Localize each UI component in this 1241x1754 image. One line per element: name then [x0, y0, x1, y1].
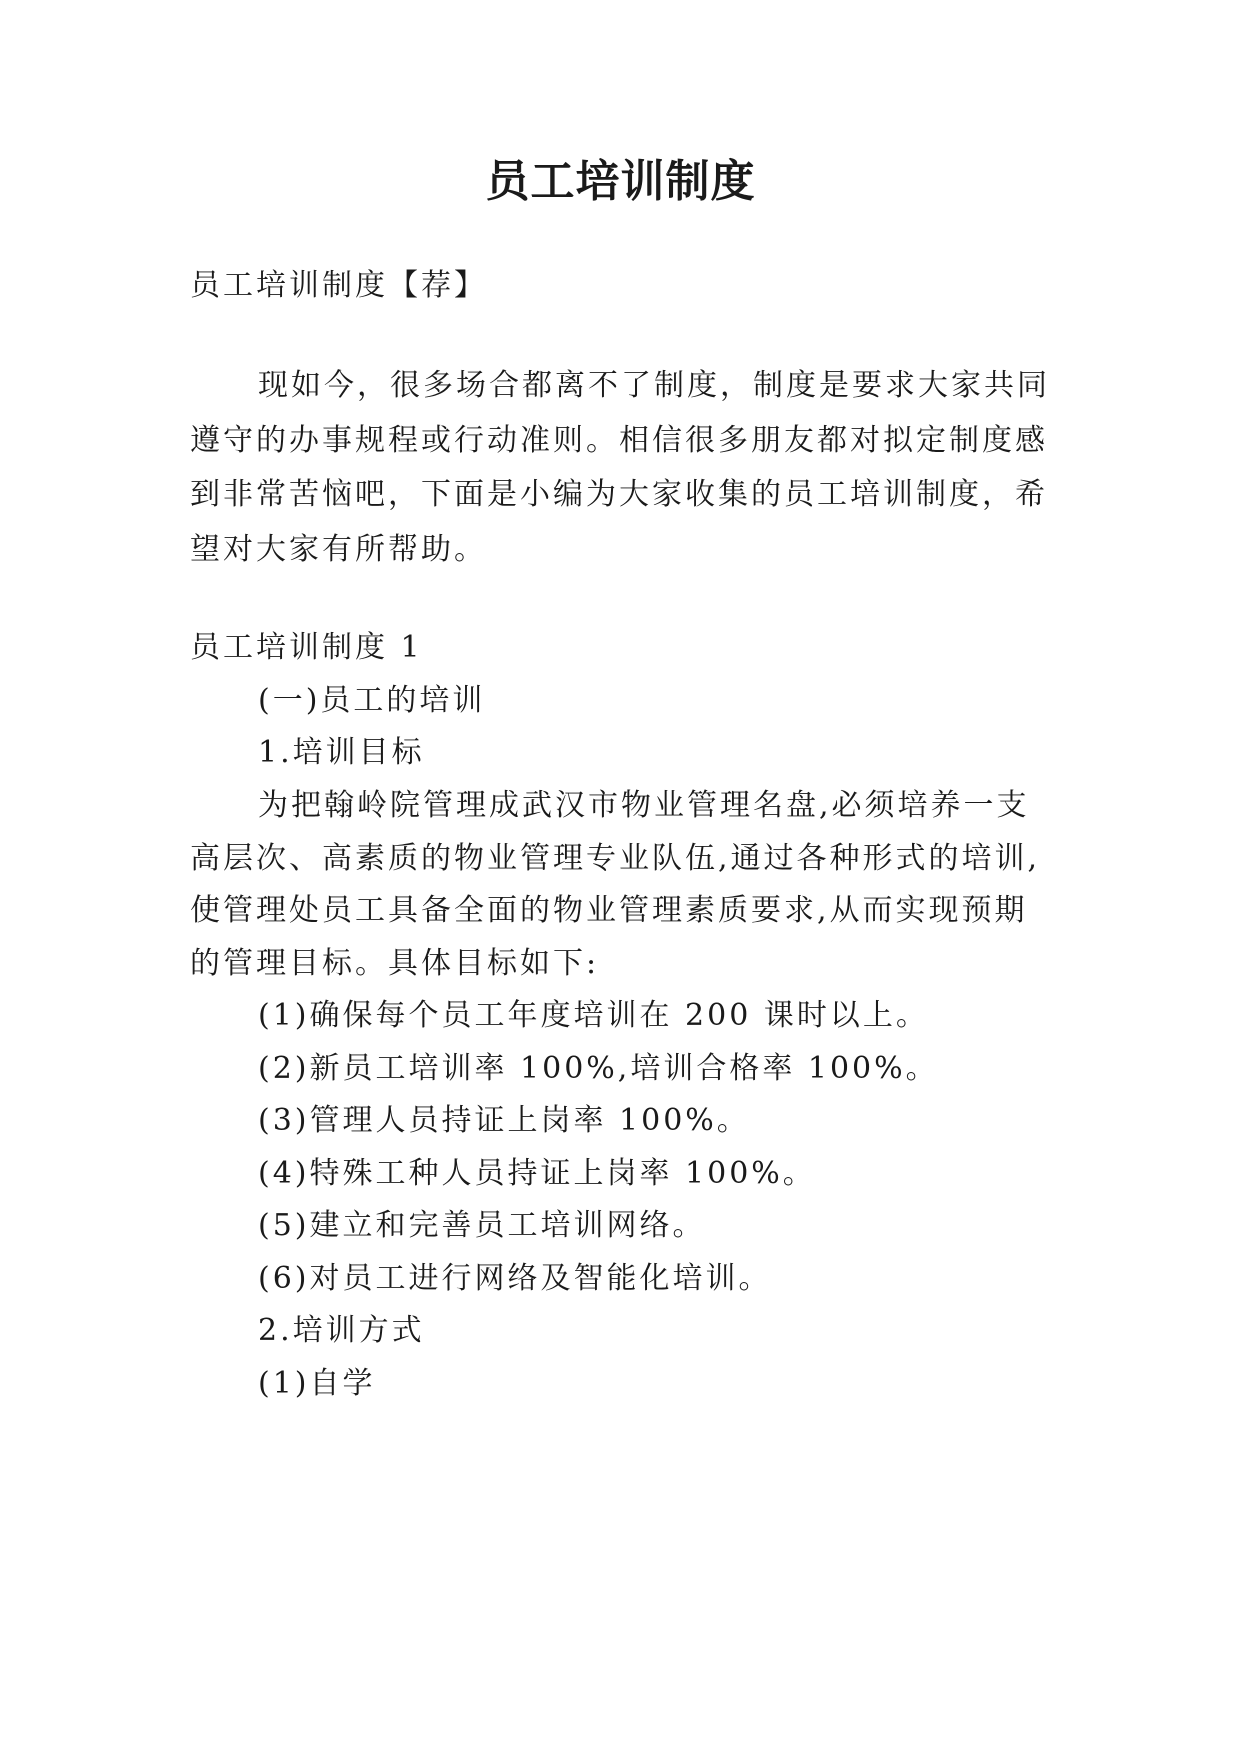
section-heading: 员工培训制度 1 — [190, 630, 423, 665]
intro-line: 遵守的办事规程或行动准则。相信很多朋友都对拟定制度感 — [190, 423, 1048, 458]
method-item: (1)自学 — [258, 1366, 376, 1401]
item-heading: 1.培训目标 — [258, 735, 425, 770]
goal-line: 使管理处员工具备全面的物业管理素质要求,从而实现预期 — [190, 893, 1028, 928]
document-subtitle: 员工培训制度【荐】 — [190, 268, 487, 303]
goal-item: (5)建立和完善员工培训网络。 — [258, 1208, 706, 1243]
goal-item: (4)特殊工种人员持证上岗率 100%。 — [258, 1156, 816, 1191]
item-heading: 2.培训方式 — [258, 1313, 425, 1348]
goal-item: (6)对员工进行网络及智能化培训。 — [258, 1261, 772, 1296]
goal-line: 为把翰岭院管理成武汉市物业管理名盘,必须培养一支 — [258, 788, 1030, 823]
goal-item: (2)新员工培训率 100%,培训合格率 100%。 — [258, 1051, 939, 1086]
intro-line: 到非常苦恼吧，下面是小编为大家收集的员工培训制度，希 — [190, 477, 1048, 512]
document-title: 员工培训制度 — [485, 156, 756, 207]
part-heading: (一)员工的培训 — [258, 683, 486, 718]
intro-line: 望对大家有所帮助。 — [190, 532, 487, 567]
goal-line: 的管理目标。具体目标如下: — [190, 946, 600, 981]
goal-item: (1)确保每个员工年度培训在 200 课时以上。 — [258, 998, 929, 1033]
intro-line: 现如今，很多场合都离不了制度，制度是要求大家共同 — [258, 368, 1050, 403]
goal-item: (3)管理人员持证上岗率 100%。 — [258, 1103, 750, 1138]
goal-line: 高层次、高素质的物业管理专业队伍,通过各种形式的培训, — [190, 841, 1041, 876]
